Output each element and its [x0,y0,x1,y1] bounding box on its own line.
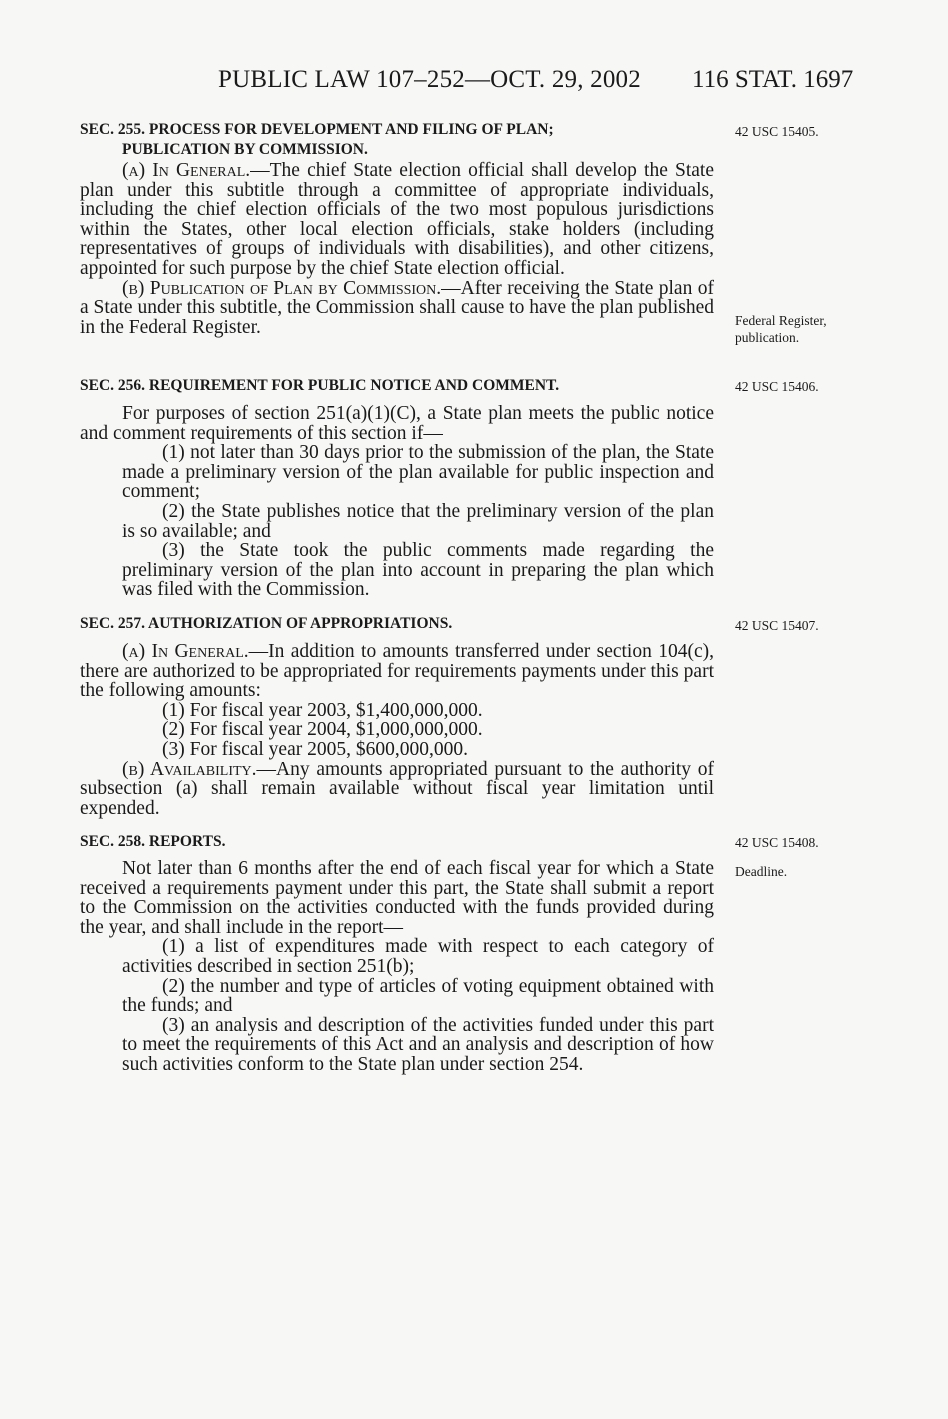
sec-257-heading: SEC. 257. AUTHORIZATION OF APPROPRIATIONS. [80,615,453,632]
sec-255-body [80,161,714,337]
sec-256-item-1: (1) not later than 30 days prior to the submission of the plan, the State made a preliminary version of the plan available for public inspection and comment; [122,442,714,503]
sec-256-intro: For purposes of section 251(a)(1)(C), a State plan meets the public notice and comment requirements of this section if— [80,403,714,444]
sec-256-body [80,404,714,600]
sec-255-margin-citation: 42 USC 15405. [735,124,819,139]
sec-256-item-2: (2) the State publishes notice that the preliminary version of the plan is so available; and [122,500,714,542]
sec-255-b-margin-note [735,312,827,346]
sec-257-margin-citation: 42 USC 15407. [735,618,819,633]
page-header-title: PUBLIC LAW 107–252—OCT. 29, 2002 [218,66,641,93]
sec-258-body [80,859,714,1075]
sec-257-a-text: —In addition to amounts transferred under section 104(c), there are authorized to be appropriated for requirements payments under this part the following amounts: [80,641,714,702]
sec-257-subsection-b [80,760,714,819]
sec-256-heading: SEC. 256. REQUIREMENT FOR PUBLIC NOTICE AND COMMENT. [80,377,560,394]
sec-255-b-label: (b) Publication of Plan by Commission. [122,277,442,299]
sec-258-heading: SEC. 258. REPORTS. [80,833,226,850]
margin-note-line: Federal Register, [735,313,827,328]
sec-255-subsection-b [80,279,714,338]
sec-257-body [80,642,714,818]
sec-258-deadline-note: Deadline. [735,864,788,879]
sec-257-a-label: (a) In General. [122,641,249,662]
sec-255-a-text: —The chief State election official shall develop the State plan under this subtitle through a committee of appropriate individuals, including the chief election officials of the two most populous jurisdictions within the States, other local election officials, stake holders (including representatives of groups of individuals with disabilities), and other citizens, appointed for such purpose by the chief State election official. [80,160,714,279]
sec-258-item-2: (2) the number and type of articles of voting equipment obtained with the funds; and [122,975,714,1017]
sec-255-subsection-a [80,161,714,279]
sec-257-subsection-a [80,642,714,701]
sec-256-margin-citation: 42 USC 15406. [735,379,819,394]
sec-258-margin-citation: 42 USC 15408. [735,835,819,850]
sec-258-intro: Not later than 6 months after the end of each fiscal year for which a State received a requirements payment under this part, the State shall submit a report to the Commission on the activities conducted with the funds provided during the year, and shall include in the report— [80,858,714,938]
sec-257-item-1: (1) For fiscal year 2003, $1,400,000,000. [162,699,483,721]
sec-255-heading [80,120,714,160]
margin-note-line: publication. [735,330,800,345]
page-header-stat: 116 STAT. 1697 [692,66,854,93]
sec-255-a-label: (a) In General. [122,160,251,181]
sec-258-item-1: (1) a list of expenditures made with respect to each category of activities described in section 251(b); [122,936,714,977]
sec-257-item-2: (2) For fiscal year 2004, $1,000,000,000. [162,719,483,741]
sec-257-b-text: —Any amounts appropriated pursuant to the authority of subsection (a) shall remain available without fiscal year limitation until expended. [80,758,714,819]
sec-257-item-3: (3) For fiscal year 2005, $600,000,000. [162,738,468,760]
sec-255-heading-line1: SEC. 255. PROCESS FOR DEVELOPMENT AND FILING OF PLAN; [80,121,554,138]
sec-256-item-3: (3) the State took the public comments made regarding the preliminary version of the plan into account in preparing the plan which was filed with the Commission. [122,540,714,601]
sec-255-heading-line2: PUBLICATION BY COMMISSION. [122,141,368,158]
sec-257-b-label: (b) Availability. [122,758,257,780]
sec-258-item-3: (3) an analysis and description of the activities funded under this part to meet the requirements of this Act and an analysis and description of how such activities conform to the State plan under section 254. [122,1014,714,1075]
sec-255-b-text: —After receiving the State plan of a State under this subtitle, the Commission shall cause to have the plan published in the Federal Register. [80,277,714,338]
